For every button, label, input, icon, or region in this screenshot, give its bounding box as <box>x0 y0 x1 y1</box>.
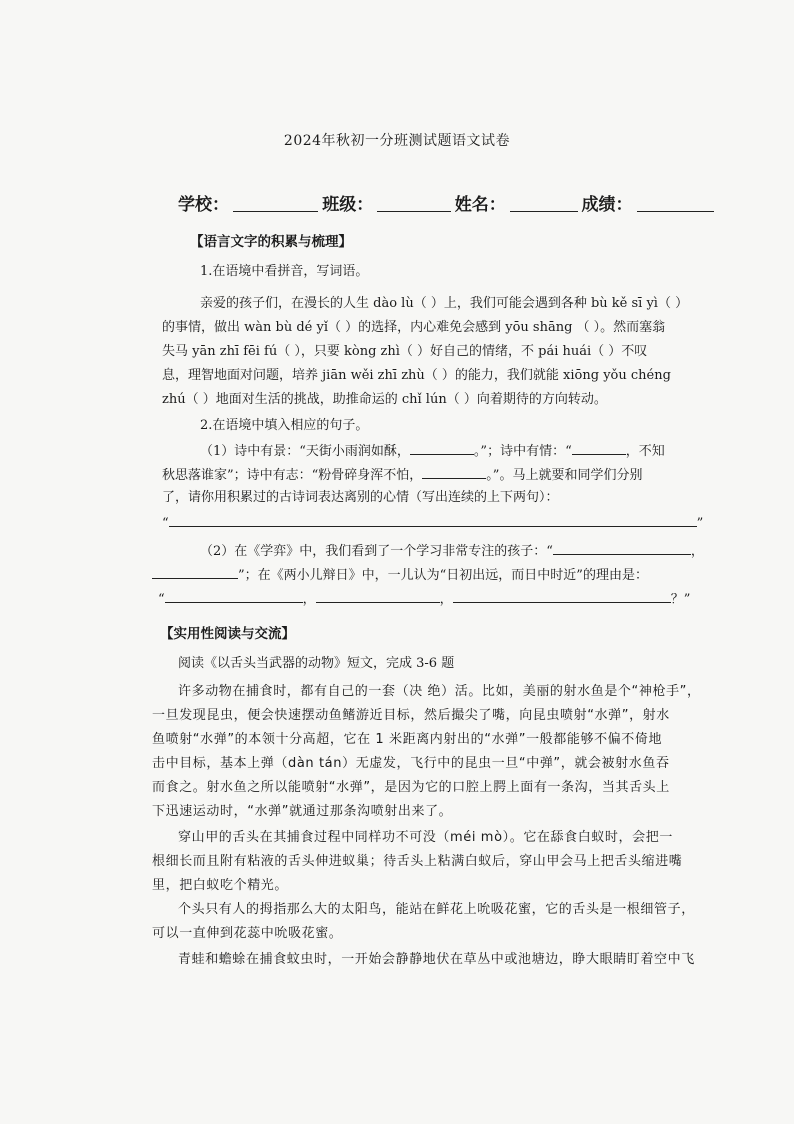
paragraph-line-11: 可以一直伸到花蕊中吮吸花蜜。 <box>152 926 343 941</box>
class-blank[interactable] <box>377 195 451 212</box>
q2-1-a: （1）诗中有景：“天街小雨润如酥， <box>200 444 410 459</box>
paragraph-line-7: 穿山甲的舌头在其捕食过程中同样功不可没（méi mò）。它在舔食白蚁时，会把一 <box>178 830 673 845</box>
q2-1-blank-1[interactable] <box>410 440 474 455</box>
student-info-row <box>178 190 718 215</box>
school-label: 学校： <box>178 195 229 215</box>
q1-line-1: 亲爱的孩子们，在漫长的人生 dào lù（ ）上，我们可能会遇到各种 bù kě sī yì（ ） <box>200 296 689 311</box>
q1-line-5: zhú（ ）地面对生活的挑战，助推命运的 chǐ lún（ ）向着期待的方向转动。 <box>162 392 607 407</box>
q2-1-e: 。”。马上就要和同学们分别 <box>486 468 643 483</box>
q2-2-blank-3[interactable] <box>165 588 303 603</box>
q2-1-line-2 <box>162 464 642 486</box>
paragraph-line-12: 青蛙和蟾蜍在捕食蚊虫时，一开始会静静地伏在草丛中或池塘边，睁大眼睛盯着空中飞 <box>178 952 695 967</box>
q2-2-open-quote: “ <box>158 592 165 607</box>
q2-2-close-quote: ？” <box>670 592 691 607</box>
class-label: 班级： <box>322 195 374 215</box>
q2-1-d: 秋思落谁家”；诗中有志：“粉骨碎身浑不怕， <box>162 468 423 483</box>
q2-2-b: ， <box>690 544 704 559</box>
q2-1-line-3: 了，请你用积累过的古诗词表达离别的心情（写出连续的上下两句）： <box>162 490 559 505</box>
paragraph-line-4: 击中目标，基本上弹（dàn tán）无虚发，飞行中的昆虫一旦“中弹”，就会被射水鱼吞 <box>152 756 670 771</box>
name-blank[interactable] <box>510 195 578 212</box>
q2-1-blank-2[interactable] <box>572 440 626 455</box>
page-title: 2024年秋初一分班测试题语文试卷 <box>283 133 511 149</box>
q2-1-blank-4[interactable] <box>169 512 697 527</box>
score-blank[interactable] <box>637 195 714 212</box>
name-label: 姓名： <box>454 195 506 215</box>
q1-line-2: 的事情，做出 wàn bù dé yǐ（ ）的选择，内心难免会感到 yōu shāng （ ）。然而塞翁 <box>162 320 666 335</box>
paragraph-line-9: 里，把白蚁吃个精光。 <box>152 878 289 893</box>
paragraph-line-1: 许多动物在捕食时，都有自己的一套（决 绝）活。比如，美丽的射水鱼是个“神枪手”， <box>178 684 701 699</box>
q2-1-line-4 <box>162 512 703 534</box>
q2-2-blank-2[interactable] <box>152 564 238 579</box>
paragraph-line-6: 下迅速运动时，“水弹”就通过那条沟喷射出来了。 <box>152 804 453 819</box>
q2-1-blank-3[interactable] <box>422 464 486 479</box>
question-1: 1.在语境中看拼音，写词语。 <box>200 264 369 279</box>
q2-1-open-quote: “ <box>162 516 169 531</box>
q1-line-4: 息，理智地面对问题，培养 jiān wěi zhī zhù（ ）的能力，我们就能 xiōng yǒu chéng <box>162 368 671 383</box>
score-label: 成绩： <box>581 195 633 215</box>
q2-1-line-1 <box>200 440 665 462</box>
section-heading-1: 【语言文字的积累与梳理】 <box>190 234 352 250</box>
q2-2-comma-1: ， <box>302 592 316 607</box>
question-2: 2.在语境中填入相应的句子。 <box>200 418 369 433</box>
q2-2-c: ”；在《两小儿辩日》中，一儿认为“日初出远，而日中时近”的理由是： <box>238 568 648 583</box>
section-heading-2: 【实用性阅读与交流】 <box>160 626 295 642</box>
q2-2-blank-5[interactable] <box>453 588 671 603</box>
q2-2-line-1 <box>200 540 704 562</box>
q2-2-blank-4[interactable] <box>316 588 440 603</box>
q2-2-line-3 <box>158 588 690 610</box>
paragraph-line-5: 而食之。射水鱼之所以能喷射“水弹”，是因为它的口腔上腭上面有一条沟，当其舌头上 <box>152 780 670 795</box>
school-blank[interactable] <box>233 195 318 212</box>
paragraph-line-2: 一旦发现昆虫，便会快速摆动鱼鳍游近目标，然后撮尖了嘴，向昆虫喷射“水弹”，射水 <box>152 708 670 723</box>
q2-2-line-2 <box>152 564 648 586</box>
paragraph-line-10: 个头只有人的拇指那么大的太阳鸟，能站在鲜花上吮吸花蜜，它的舌头是一根细管子， <box>178 902 695 917</box>
reading-intro: 阅读《以舌头当武器的动物》短文，完成 3-6 题 <box>178 656 455 671</box>
paragraph-line-3: 鱼喷射“水弹”的本领十分高超，它在 1 米距离内射出的“水弹”一般都能够不偏不倚地 <box>152 732 663 747</box>
q2-2-blank-1[interactable] <box>553 540 691 555</box>
q2-2-a: （2）在《学弈》中，我们看到了一个学习非常专注的孩子：“ <box>200 544 553 559</box>
q2-1-c: ，不知 <box>625 444 665 459</box>
q2-2-comma-2: ， <box>439 592 453 607</box>
q2-1-b: 。”；诗中有情：“ <box>473 444 572 459</box>
paragraph-line-8: 根细长而且附有粘液的舌头伸进蚁巢；待舌头上粘满白蚁后，穿山甲会马上把舌头缩进嘴 <box>152 854 683 869</box>
q2-1-close-quote: ” <box>696 516 704 531</box>
q1-line-3: 失马 yān zhī fēi fú（ ），只要 kòng zhì（ ）好自己的情绪，不 pái huái（ ）不叹 <box>162 344 648 359</box>
